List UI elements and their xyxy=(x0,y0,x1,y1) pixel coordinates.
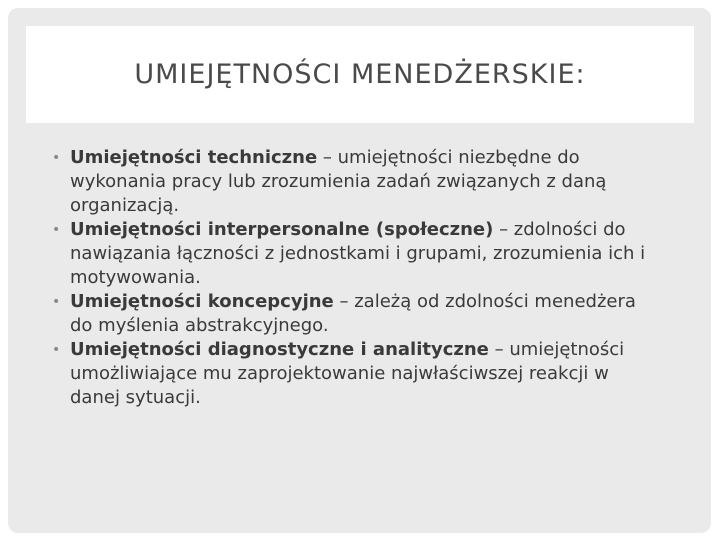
bullet-list xyxy=(52,146,662,410)
bullet-icon: • xyxy=(52,150,61,166)
bullet-term: Umiejętności koncepcyjne xyxy=(70,291,334,312)
bullet-text: – umiejętności niezbędne do wykonania pracy lub zrozumienia zadań związanych z daną organizacją. xyxy=(70,147,607,216)
bullet-text: – umiejętności umożliwiające mu zaprojektowanie najwłaściwszej reakcji w danej sytuacji. xyxy=(70,339,625,408)
list-item xyxy=(52,290,662,338)
title-box xyxy=(26,26,694,123)
list-item xyxy=(52,338,662,410)
bullet-term: Umiejętności diagnostyczne i analityczne xyxy=(70,339,489,360)
bullet-icon: • xyxy=(52,294,61,310)
bullet-term: Umiejętności interpersonalne (społeczne) xyxy=(70,219,494,240)
slide-title: UMIEJĘTNOŚCI MENEDŻERSKIE: xyxy=(134,59,586,90)
bullet-text: – zależą od zdolności menedżera do myślenia abstrakcyjnego. xyxy=(70,291,636,336)
bullet-icon: • xyxy=(52,222,61,238)
bullet-text: – zdolności do nawiązania łączności z jednostkami i grupami, zrozumienia ich i motywowania. xyxy=(70,219,646,288)
bullet-icon: • xyxy=(52,342,61,358)
bullet-term: Umiejętności techniczne xyxy=(70,147,318,168)
list-item xyxy=(52,218,662,290)
list-item xyxy=(52,146,662,218)
